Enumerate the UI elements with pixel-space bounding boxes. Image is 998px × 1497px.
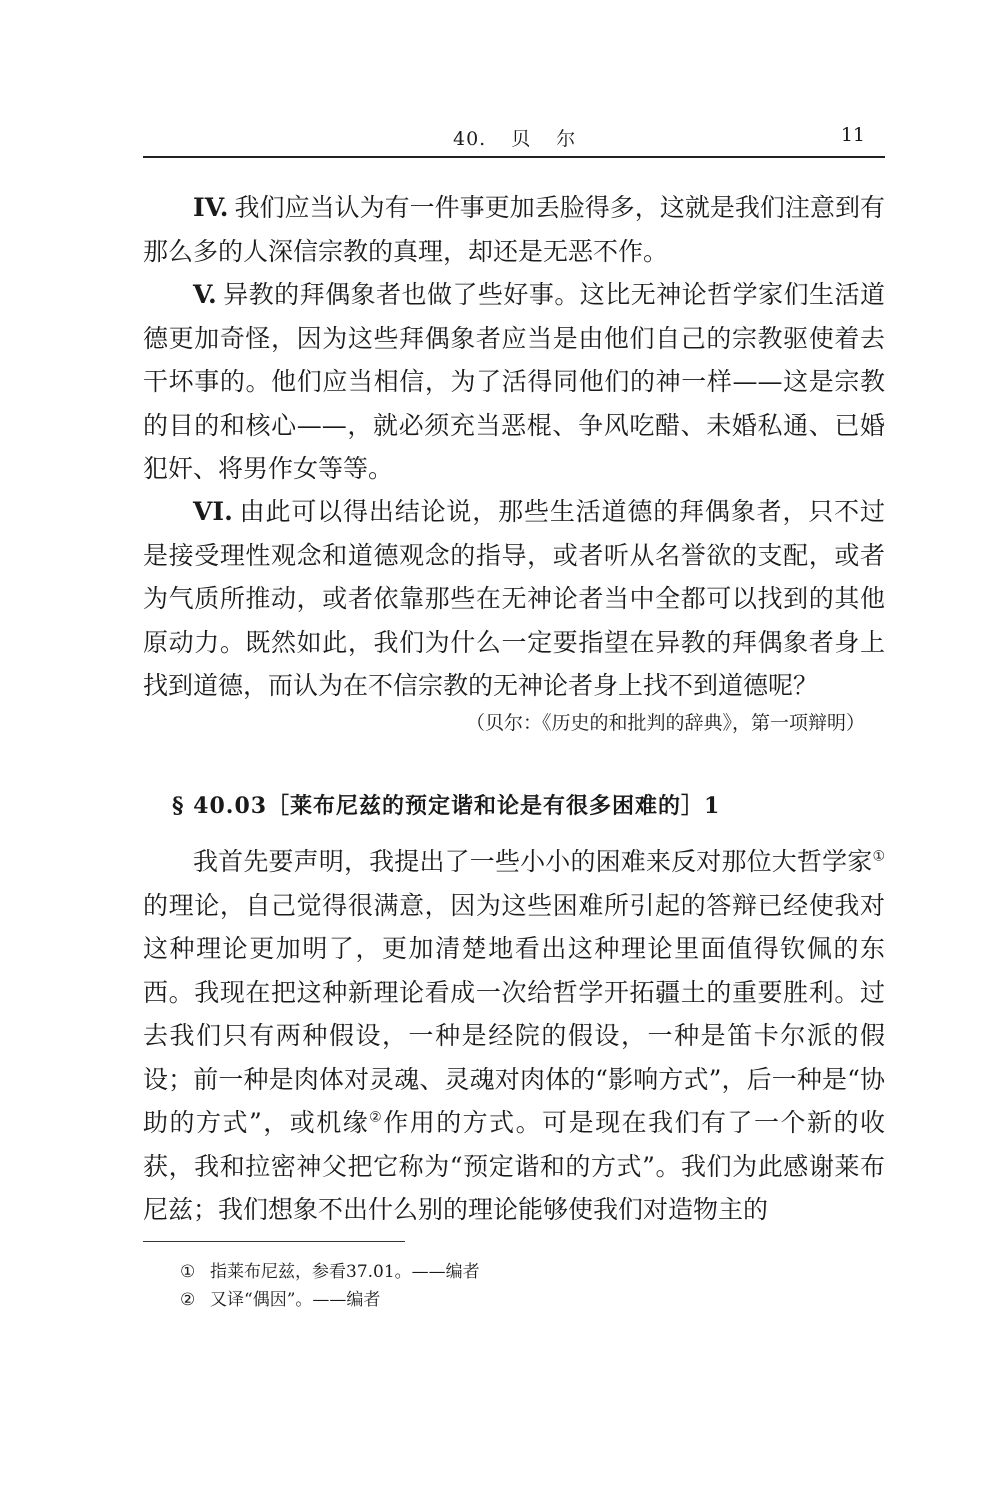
footnote-text: 又译“偶因”。——编者 <box>210 1290 381 1310</box>
footnote-item <box>180 1286 480 1314</box>
footnote-text: 指莱布尼兹，参看37.01。——编者 <box>210 1262 480 1282</box>
citation: （贝尔：《历史的和批判的辞典》，第一项辩明） <box>465 712 865 734</box>
footnote-item <box>180 1258 480 1286</box>
paragraph-text: 的理论，自己觉得很满意，因为这些困难所引起的答辩已经使我对这种理论更加明了，更加清楚地看出这种理论里面值得钦佩的东西。我现在把这种新理论看成一次给哲学开拓疆土的重要胜利。过去我们只有两种假设，一种是经院的假设，一种是笛卡尔派的假设；前一种是肉体对灵魂、灵魂对肉体的“影响方式”，后一种是“协助的方式”，或机缘 <box>143 890 885 1137</box>
footnote-divider <box>143 1241 405 1242</box>
paragraph-v <box>143 273 885 491</box>
paragraph-text: 作用的方式。可是现在我们有了一个新的收获，我和拉密神父把它称为“预定谐和的方式”。我们为此感谢莱布尼兹；我们想象不出什么别的理论能够使我们对造物主的 <box>143 1108 885 1224</box>
footnote-ref[interactable]: ② <box>369 1109 384 1126</box>
paragraph-iv <box>143 186 885 273</box>
footnote-ref[interactable]: ① <box>872 848 885 865</box>
paragraph-vi <box>143 490 885 708</box>
paragraph-marker: VI. <box>193 497 233 526</box>
paragraph-marker: IV. <box>193 193 229 222</box>
section-heading: § 40.03［莱布尼兹的预定谐和论是有很多困难的］1 <box>172 793 721 819</box>
paragraph-marker: V. <box>193 280 217 309</box>
footnote-marker: ② <box>180 1290 196 1310</box>
running-title: 40. 贝 尔 <box>453 128 577 150</box>
paragraph-text: 我们应当认为有一件事更加丢脸得多，这就是我们注意到有那么多的人深信宗教的真理，却还是无恶不作。 <box>143 193 885 266</box>
footnote-marker: ① <box>180 1262 196 1282</box>
section-paragraph <box>143 840 885 1232</box>
running-header <box>143 120 885 158</box>
paragraph-text: 由此可以得出结论说，那些生活道德的拜偶象者，只不过是接受理性观念和道德观念的指导，或者听从名誉欲的支配，或者为气质所推动，或者依靠那些在无神论者当中全都可以找到的其他原动力。既然如此，我们为什么一定要指望在异教的拜偶象者身上找到道德，而认为在不信宗教的无神论者身上找不到道德呢？ <box>143 497 885 700</box>
paragraph-text: 异教的拜偶象者也做了些好事。这比无神论哲学家们生活道德更加奇怪，因为这些拜偶象者应当是由他们自己的宗教驱使着去干坏事的。他们应当相信，为了活得同他们的神一样——这是宗教的目的和核心——，就必须充当恶棍、争风吃醋、未婚私通、已婚犯奸、将男作女等等。 <box>143 280 885 483</box>
page-number: 11 <box>840 124 865 146</box>
footnotes <box>180 1258 480 1314</box>
paragraph-text: 我首先要声明，我提出了一些小小的困难来反对那位大哲学家 <box>193 847 873 876</box>
